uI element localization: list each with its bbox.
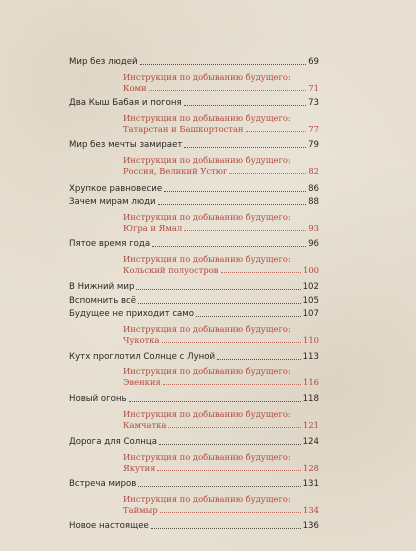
toc-entry-page: 118 [302, 394, 319, 404]
toc-entry[interactable] [69, 394, 319, 404]
leader-dots [160, 512, 301, 513]
toc-entry-title: Два Кыш Бабая и погоня [69, 98, 182, 108]
toc-entry-title: Новое настоящее [69, 521, 149, 531]
instruction-heading: Инструкция по добыванию будущего: [123, 452, 291, 462]
instruction-heading: Инструкция по добыванию будущего: [123, 494, 291, 504]
toc-entry-page: 79 [308, 140, 319, 150]
instruction-page: 82 [308, 166, 319, 176]
toc-entry[interactable] [69, 479, 319, 489]
toc-entry[interactable] [69, 521, 319, 531]
leader-dots [149, 90, 307, 91]
toc-entry-page: 107 [302, 309, 319, 319]
toc-entry-page: 96 [308, 239, 319, 249]
toc-entry[interactable] [69, 239, 319, 249]
leader-dots [184, 230, 306, 231]
toc-entry-title: В Нижний мир [69, 282, 135, 292]
instruction-page: 110 [303, 335, 319, 345]
toc-entry-page: 136 [302, 521, 319, 531]
toc-entry-page: 105 [302, 296, 319, 306]
leader-dots [184, 105, 306, 106]
toc-entry-title: Вспомнить всё [69, 296, 137, 306]
instruction-entry[interactable] [123, 124, 319, 134]
toc-entry-page: 102 [302, 282, 319, 292]
instruction-page: 128 [303, 463, 319, 473]
toc-entry-title: Мир без мечты замирает [69, 140, 183, 150]
leader-dots [164, 191, 306, 192]
toc-entry-title: Хрупкое равновесие [69, 184, 163, 194]
instruction-heading: Инструкция по добыванию будущего: [123, 366, 291, 376]
instruction-title: Югра и Ямал [123, 223, 183, 233]
instruction-entry[interactable] [123, 265, 319, 275]
instruction-title: Россия, Великий Устюг [123, 166, 228, 176]
instruction-entry[interactable] [123, 420, 319, 430]
toc-entry[interactable] [69, 437, 319, 447]
instruction-title: Коми [123, 83, 147, 93]
instruction-entry[interactable] [123, 463, 319, 473]
instruction-entry[interactable] [123, 223, 319, 233]
leader-dots [217, 359, 300, 360]
leader-dots [246, 131, 307, 132]
leader-dots [158, 204, 306, 205]
instruction-title: Татарстан и Башкортостан [123, 124, 244, 134]
instruction-entry[interactable] [123, 505, 319, 515]
instruction-entry[interactable] [123, 166, 319, 176]
instruction-heading: Инструкция по добыванию будущего: [123, 409, 291, 419]
leader-dots [157, 470, 301, 471]
leader-dots [159, 444, 301, 445]
instruction-page: 77 [308, 124, 319, 134]
leader-dots [163, 384, 301, 385]
toc-entry-page: 113 [302, 352, 319, 362]
leader-dots [221, 272, 301, 273]
toc-entry[interactable] [69, 309, 319, 319]
toc-entry-page: 131 [302, 479, 319, 489]
toc-entry-page: 69 [308, 57, 319, 67]
toc-entry-page: 73 [308, 98, 319, 108]
leader-dots [184, 147, 306, 148]
leader-dots [140, 64, 306, 65]
toc-entry[interactable] [69, 98, 319, 108]
toc-entry[interactable] [69, 282, 319, 292]
instruction-heading: Инструкция по добыванию будущего: [123, 113, 291, 123]
toc-entry-title: Новый огонь [69, 394, 127, 404]
leader-dots [129, 401, 301, 402]
instruction-title: Якутия [123, 463, 156, 473]
instruction-title: Эвенкия [123, 377, 161, 387]
toc-entry[interactable] [69, 184, 319, 194]
instruction-page: 134 [303, 505, 319, 515]
instruction-page: 93 [308, 223, 319, 233]
toc-entry-title: Мир без людей [69, 57, 138, 67]
toc-entry-title: Встреча миров [69, 479, 137, 489]
instruction-page: 100 [303, 265, 319, 275]
instruction-entry[interactable] [123, 83, 319, 93]
toc-entry[interactable] [69, 57, 319, 67]
instruction-heading: Инструкция по добыванию будущего: [123, 212, 291, 222]
toc-entry-title: Зачем мирам люди [69, 197, 156, 207]
instruction-page: 71 [308, 83, 319, 93]
instruction-heading: Инструкция по добыванию будущего: [123, 72, 291, 82]
toc-entry-title: Дорога для Солнца [69, 437, 158, 447]
leader-dots [152, 246, 306, 247]
toc-entry-title: Пятое время года [69, 239, 151, 249]
instruction-page: 121 [303, 420, 319, 430]
leader-dots [168, 427, 301, 428]
instruction-heading: Инструкция по добыванию будущего: [123, 254, 291, 264]
leader-dots [229, 173, 306, 174]
leader-dots [138, 303, 301, 304]
instruction-heading: Инструкция по добыванию будущего: [123, 155, 291, 165]
instruction-title: Чукотка [123, 335, 160, 345]
toc-entry-title: Будущее не приходит само [69, 309, 195, 319]
toc-entry-page: 88 [308, 197, 319, 207]
toc-entry[interactable] [69, 197, 319, 207]
instruction-heading: Инструкция по добыванию будущего: [123, 324, 291, 334]
toc-entry-title: Кутх проглотил Солнце с Луной [69, 352, 216, 362]
leader-dots [196, 316, 301, 317]
toc-entry-page: 124 [302, 437, 319, 447]
leader-dots [162, 342, 301, 343]
toc-entry[interactable] [69, 352, 319, 362]
instruction-entry[interactable] [123, 335, 319, 345]
instruction-page: 116 [303, 377, 319, 387]
instruction-title: Таймыр [123, 505, 158, 515]
toc-entry-page: 86 [308, 184, 319, 194]
toc-entry[interactable] [69, 140, 319, 150]
instruction-title: Камчатка [123, 420, 167, 430]
leader-dots [151, 528, 301, 529]
instruction-entry[interactable] [123, 377, 319, 387]
toc-entry[interactable] [69, 296, 319, 306]
instruction-title: Кольский полуостров [123, 265, 219, 275]
leader-dots [136, 289, 300, 290]
leader-dots [138, 486, 300, 487]
